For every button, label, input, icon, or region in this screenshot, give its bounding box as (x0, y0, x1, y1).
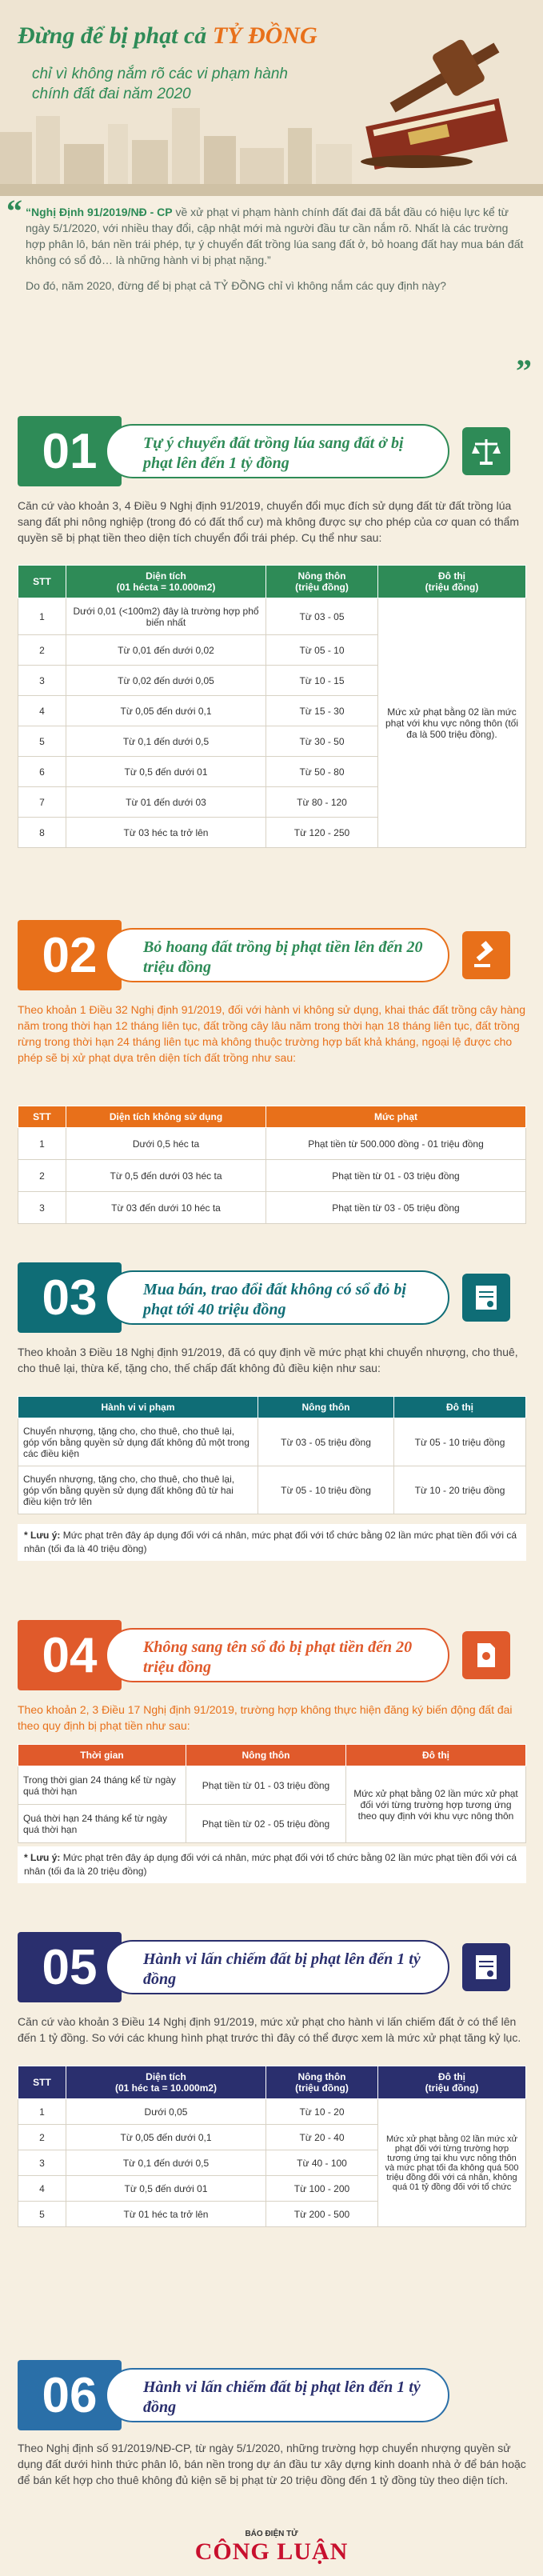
section-number: 04 (18, 1620, 122, 1690)
section-1-text: Căn cứ vào khoản 3, 4 Điều 9 Nghị định 91/2019, chuyển đổi mục đích sử dụng đất từ đất trồng lúa sang đất phi nông nghiệp (trong đó có đất thổ cư) mà không được sự cho phép của cơ quan có thẩm quyền sẽ bị phạt tiền theo diện tích chuyển đổi trái phép. Cụ thể như sau: (18, 499, 520, 544)
section-3-table (18, 1396, 526, 1514)
section-6-text: Theo Nghị định số 91/2019/NĐ-CP, từ ngày 5/1/2020, những trường hợp chuyển nhượng quyền sử dụng đất dưới hình thức phân lô, bán nền trong dự án đầu tư xây dựng kinh doanh nhà ở để bán hoặc để bán kết hợp cho thuê không đủ kiện sẽ bị phạt từ 20 triệu đồng đến 1 tỷ đồng tùy theo diện tích. (18, 2442, 526, 2486)
col-header: STT (18, 566, 66, 598)
table-cell: Từ 50 - 80 (266, 757, 378, 787)
table-row (18, 1418, 526, 1466)
table-cell: Dưới 0,05 (66, 2099, 266, 2125)
certificate-icon (462, 1274, 510, 1322)
table-row (18, 1128, 526, 1160)
table-cell: Từ 0,5 đến dưới 01 (66, 2176, 266, 2202)
scales-icon (462, 427, 510, 475)
table-cell: Từ 200 - 500 (266, 2202, 378, 2227)
certificate-icon (462, 1943, 510, 1991)
table-cell: 2 (18, 635, 66, 666)
footer-publisher-label: BÁO ĐIỆN TỬ (245, 2530, 298, 2538)
table-cell: 7 (18, 787, 66, 818)
section-title: Hành vi lấn chiếm đất bị phạt lên đến 1 tỷ đồng (106, 1940, 449, 1994)
table-cell: 4 (18, 696, 66, 726)
table-cell: Từ 03 đến dưới 10 héc ta (66, 1192, 266, 1224)
urban-penalty-cell: Mức xử phạt bằng 02 lần mức phạt với khu vực nông thôn (tối đa là 500 triệu đồng). (378, 598, 526, 848)
table-cell: 6 (18, 757, 66, 787)
table-cell: Từ 05 - 10 (266, 635, 378, 666)
col-header: Nông thôn (triệu đồng) (266, 2066, 378, 2099)
table-cell: Từ 20 - 40 (266, 2125, 378, 2150)
table-row (18, 1192, 526, 1224)
col-header: Nông thôn (186, 1745, 346, 1766)
open-quote-mark: “ (6, 193, 22, 229)
table-cell: Quá thời hạn 24 tháng kể từ ngày quá thời hạn (18, 1805, 186, 1843)
col-header: Mức phạt (266, 1106, 526, 1128)
table-cell: 5 (18, 2202, 66, 2227)
section-5-text: Căn cứ vào khoản 3 Điều 14 Nghị định 91/2019, mức xử phạt cho hành vi lấn chiếm đất ở có thể lên đến 1 tỷ đồng. So với các khung hình phạt trước thì đây có thể được xem là mức xử phạt tăng kỷ lục. (18, 2015, 521, 2044)
col-header: Đô thị (triệu đồng) (378, 2066, 526, 2099)
intro-text: “Nghị Định 91/2019/NĐ - CP về xử phạt vi phạm hành chính đất đai đã bắt đầu có hiệu lực kể từ ngày 5/1/2020, với nhiều thay đổi, cập nhật mới mà người đầu tư cần nắm rõ. Nhất là các trường hợp phân lô, bán nền trái phép, tự ý chuyển đất trồng lúa sang đất ở, bỏ hoang đất hay mua bán đất không có sổ đỏ… là những hành vi bị phạt nặng.” Do đó, năm 2020, đừng để bị phạt cả TỶ ĐỒNG chỉ vì không nắm các quy định này? (26, 206, 524, 292)
table-cell: Phạt tiền từ 01 - 03 triệu đồng (186, 1766, 346, 1805)
hero-banner (0, 0, 543, 196)
table-cell: Từ 0,5 đến dưới 03 héc ta (66, 1160, 266, 1192)
table-cell: Từ 10 - 15 (266, 666, 378, 696)
section-4-text: Theo khoản 2, 3 Điều 17 Nghị định 91/2019, trường hợp không thực hiện đăng ký biến động đất đai theo quy định bị phạt tiền như sau: (18, 1703, 513, 1732)
table-cell: 8 (18, 818, 66, 848)
section-4-note: * Lưu ý: Mức phạt trên đây áp dụng đối với cá nhân, mức phạt đối với tổ chức bằng 02 lần mức phạt tiền đối với cá nhân (tối đa là 20 triệu đồng) (18, 1846, 526, 1883)
section-number: 02 (18, 920, 122, 990)
table-cell: Từ 0,05 đến dưới 0,1 (66, 2125, 266, 2150)
table-cell: Từ 10 - 20 (266, 2099, 378, 2125)
col-header: Đô thị (triệu đồng) (378, 566, 526, 598)
table-cell: Từ 0,5 đến dưới 01 (66, 757, 266, 787)
document-icon (462, 1631, 510, 1679)
footer (0, 2520, 543, 2576)
col-header: Nông thôn (258, 1397, 394, 1418)
table-cell: Từ 30 - 50 (266, 726, 378, 757)
table-cell: Phạt tiền từ 01 - 03 triệu đồng (266, 1160, 526, 1192)
section-1-table (18, 565, 526, 848)
page-subtitle: chỉ vì không nắm rõ các vi phạm hành chính đất đai năm 2020 (32, 66, 289, 102)
table-cell: 1 (18, 1128, 66, 1160)
col-header: Diện tích (01 héc ta = 10.000m2) (66, 2066, 266, 2099)
col-header: STT (18, 2066, 66, 2099)
table-cell: Từ 0,02 đến dưới 0,05 (66, 666, 266, 696)
section-number: 01 (18, 416, 122, 486)
table-row (18, 1766, 526, 1805)
urban-penalty-cell: Mức xử phạt bằng 02 lần mức xử phạt đối với từng trường hợp tương ứng theo quy định với khu vực nông thôn (346, 1766, 526, 1843)
gavel-and-law-book-illustration (337, 16, 529, 176)
section-5-header (18, 1932, 526, 2002)
table-cell: Trong thời gian 24 tháng kể từ ngày quá thời hạn (18, 1766, 186, 1805)
table-cell: Từ 0,05 đến dưới 0,1 (66, 696, 266, 726)
section-4-table (18, 1744, 526, 1843)
col-header: Nông thôn (triệu đồng) (266, 566, 378, 598)
section-3-text: Theo khoản 3 Điều 18 Nghị định 91/2019, đã có quy định về mức phạt khi chuyển nhượng, cho thuê, cho thuê lại, thừa kế, tặng cho, thế chấp đất không đủ điều kiện như sau: (18, 1346, 518, 1374)
section-title: Mua bán, trao đổi đất không có sổ đỏ bị phạt tới 40 triệu đồng (106, 1270, 449, 1325)
section-title: Hành vi lấn chiếm đất bị phạt lên đến 1 tỷ đồng (106, 2368, 449, 2422)
col-header: Diện tích (01 hécta = 10.000m2) (66, 566, 266, 598)
section-3-note: * Lưu ý: Mức phạt trên đây áp dụng đối với cá nhân, mức phạt đối với tổ chức bằng 02 lần mức phạt tiền đối với cá nhân (tối đa là 40 triệu đồng) (18, 1524, 526, 1561)
table-row (18, 1160, 526, 1192)
table-cell: Phạt tiền từ 500.000 đồng - 01 triệu đồng (266, 1128, 526, 1160)
cong-luan-logo: CÔNG LUẬN (194, 2538, 349, 2565)
section-2-text: Theo khoản 1 Điều 32 Nghị định 91/2019, đối với hành vi không sử dụng, khai thác đất trồng cây hàng năm trong thời hạn 12 tháng liên tục, đất trồng cây lâu năm trong thời hạn 18 tháng liên tục, đất trồng rừng trong thời hạn 24 tháng liên tục mà không thuộc trường hợp bất khả kháng, ngoại lệ được cho phép sẽ bị xử phạt dựa trên diện tích đất trồng như sau: (18, 1003, 525, 1064)
section-5-table (18, 2066, 526, 2227)
table-cell: 5 (18, 726, 66, 757)
table-cell: Dưới 0,5 héc ta (66, 1128, 266, 1160)
section-number: 03 (18, 1262, 122, 1333)
table-cell: Từ 80 - 120 (266, 787, 378, 818)
table-cell: Từ 0,1 đến dưới 0,5 (66, 726, 266, 757)
col-header: Đô thị (394, 1397, 526, 1418)
table-cell: 2 (18, 1160, 66, 1192)
urban-penalty-cell: Mức xử phạt bằng 02 lần mức xử phạt đối với từng trường hợp tương ứng tại khu vực nông thôn và mức phạt tối đa không quá 500 triệu đồng đối với cá nhân, không quá 01 tỷ đồng đối với tổ chức (378, 2099, 526, 2227)
table-cell: Từ 05 - 10 triệu đồng (394, 1418, 526, 1466)
table-row (18, 2099, 526, 2125)
table-cell: Từ 01 đến dưới 03 (66, 787, 266, 818)
col-header: Hành vi vi phạm (18, 1397, 258, 1418)
table-cell: Từ 100 - 200 (266, 2176, 378, 2202)
table-cell: Từ 0,01 đến dưới 0,02 (66, 635, 266, 666)
table-cell: Từ 0,1 đến dưới 0,5 (66, 2150, 266, 2176)
table-cell: 1 (18, 2099, 66, 2125)
table-row (18, 598, 526, 635)
table-cell: Chuyển nhượng, tặng cho, cho thuê, cho thuê lại, góp vốn bằng quyền sử dụng đất không đủ từ hai điều kiện trở lên (18, 1466, 258, 1514)
section-title: Tự ý chuyển đất trồng lúa sang đất ở bị phạt lên đến 1 tỷ đồng (106, 424, 449, 478)
table-cell: 1 (18, 598, 66, 635)
table-cell: Chuyển nhượng, tặng cho, cho thuê, cho thuê lại, góp vốn bằng quyền sử dụng đất không đủ một trong các điều kiện (18, 1418, 258, 1466)
col-header: STT (18, 1106, 66, 1128)
table-cell: Từ 03 - 05 (266, 598, 378, 635)
table-cell: 2 (18, 2125, 66, 2150)
col-header: Đô thị (346, 1745, 526, 1766)
page-title: Đừng để bị phạt cả TỶ ĐỒNG (18, 22, 317, 49)
section-4-header (18, 1620, 526, 1690)
close-quote-mark: ” (516, 353, 532, 389)
section-2-table (18, 1106, 526, 1224)
section-title: Không sang tên sổ đỏ bị phạt tiền đến 20 triệu đồng (106, 1628, 449, 1682)
section-3-header (18, 1262, 526, 1333)
col-header: Thời gian (18, 1745, 186, 1766)
section-title: Bỏ hoang đất trồng bị phạt tiền lên đến 20 triệu đồng (106, 928, 449, 982)
table-row (18, 1466, 526, 1514)
table-cell: Từ 03 héc ta trở lên (66, 818, 266, 848)
table-cell: Từ 05 - 10 triệu đồng (258, 1466, 394, 1514)
table-cell: Dưới 0,01 (<100m2) đây là trường hợp phổ biến nhất (66, 598, 266, 635)
gavel-icon (462, 931, 510, 979)
table-cell: 4 (18, 2176, 66, 2202)
table-cell: Phạt tiền từ 03 - 05 triệu đồng (266, 1192, 526, 1224)
table-cell: Từ 120 - 250 (266, 818, 378, 848)
col-header: Diện tích không sử dụng (66, 1106, 266, 1128)
table-cell: Từ 40 - 100 (266, 2150, 378, 2176)
table-cell: Từ 03 - 05 triệu đồng (258, 1418, 394, 1466)
table-cell: Phạt tiền từ 02 - 05 triệu đồng (186, 1805, 346, 1843)
table-cell: 3 (18, 2150, 66, 2176)
section-number: 06 (18, 2360, 122, 2430)
section-6-header (18, 2360, 526, 2430)
section-number: 05 (18, 1932, 122, 2002)
table-cell: Từ 15 - 30 (266, 696, 378, 726)
section-2-header (18, 920, 526, 990)
table-cell: Từ 10 - 20 triệu đồng (394, 1466, 526, 1514)
section-1-header (18, 416, 526, 486)
table-cell: Từ 01 héc ta trở lên (66, 2202, 266, 2227)
table-cell: 3 (18, 666, 66, 696)
table-cell: 3 (18, 1192, 66, 1224)
